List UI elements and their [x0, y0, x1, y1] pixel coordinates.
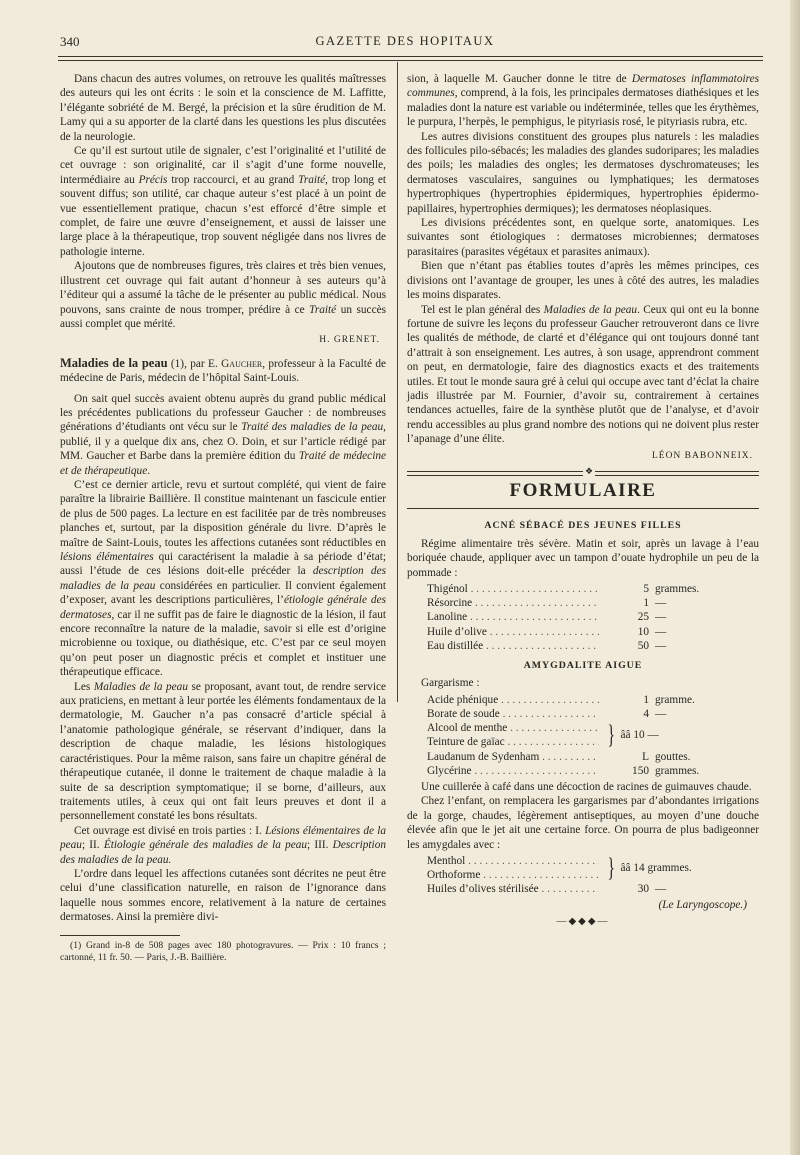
page-header [40, 34, 770, 54]
ingredient-row: Acide phénique . . . 1 gramme. [407, 693, 759, 707]
ingredient-brace-group: Alcool de menthe . . . Teinture de gaïac . . . } ââ 10 — [407, 721, 759, 749]
paragraph: Ce qu’il est surtout utile de signaler, c’est l’originalité et l’utilité de cet ouvrage : son originalité, car il s’agit d’une forme nouvelle, intermédiaire au Précis trop raccourci, et au grand Traité, trop long et souvent diffus; son utilité, car chaque auteur s’est placé à un point de vue essentiellement pratique, chacun s’est efforcé d’être simple et complet, de faire une œuvre d’enseignement, et aussi de laisser une large place à la thérapeutique, trop souvent négligée dans nos livres de pathologie interne. [60, 145, 386, 258]
ingredient-row: Laudanum de Sydenham . . . L gouttes. [407, 750, 759, 764]
brace-mark: } [607, 853, 615, 883]
running-title: GAZETTE DES HOPITAUX [315, 34, 495, 48]
signature: LÉON BABONNEIX. [651, 450, 753, 461]
brace-mark: } [607, 720, 615, 750]
column-divider [397, 62, 398, 702]
page-number: 340 [60, 34, 80, 49]
recipe-text: Chez l’enfant, on remplacera les gargarismes par d’abondantes irrigations de la gorge, chaudes, légèrement antiseptiques, au moyen d’une douche élevée afin que le jet ait une certaine force. On pourra de plus badigeonner les amygdales avec : [407, 795, 759, 851]
recipe-ingredients [407, 582, 759, 653]
recipe-title: AMYGDALITE AIGUE [523, 659, 643, 671]
section-separator [407, 465, 759, 476]
recipe-text: Une cuillerée à café dans une décoction de racines de guimauves chaude. [421, 780, 752, 793]
recipe-ingredients [407, 854, 759, 897]
ingredient-row: Eau distillée . . . 50 — [407, 639, 759, 653]
recipe-ingredients [407, 693, 759, 778]
source-citation: (Le Laryngoscope.) [658, 899, 747, 912]
ingredient-row: Huile d’olive . . . 10 — [407, 625, 759, 639]
recipe-title: ACNÉ SÉBACÉ DES JEUNES FILLES [484, 520, 682, 532]
paragraph: Ajoutons que de nombreuses figures, très claires et très bien venues, illustrent cet ouvrage qui fait autant d’honneur à ses auteurs qu’à l’éditeur qui a assumé la tâche de le présenter au public médical. Nous pouvons, sans crainte de nous tromper, prédire à ce Traité un succès aussi complet que mérité. [60, 260, 386, 330]
signature: H. GRENET. [319, 335, 380, 346]
ingredient-row: Huiles d’olives stérilisée . . . 30 — [407, 882, 759, 896]
paragraph: Cet ouvrage est divisé en trois parties : I. Lésions élémentaires de la peau; II. Étiologie générale des maladies de la peau; III. Description des maladies de la peau. [60, 824, 387, 866]
paragraph: On sait quel succès avaient obtenu auprès du grand public médical les précédentes publications du professeur Gaucher : de nombreuses générations d’étudiants ont vécu sur le Traité des maladies de la peau, publié, il y a quelque dix ans, chez O. Doin, et sur l’article rédigé par MM. Gaucher et Barbe dans la première édition du Traité de médecine et de thérapeutique. [60, 392, 386, 477]
footnote: (1) Grand in-8 de 508 pages avec 180 photogravures. — Prix : 10 francs ; cartonné, 11 fr. 50. — Paris, J.-B. Baillière. [60, 939, 386, 963]
ingredient-row: Glycérine . . . 150 grammes. [407, 764, 759, 778]
ingredient-row: Résorcine . . . 1 — [407, 596, 759, 610]
end-ornament: —◆◆◆— [556, 915, 610, 927]
formulaire-heading: FORMULAIRE [509, 479, 657, 501]
ingredient-row: Lanoline . . . 25 — [407, 610, 759, 624]
paragraph: Dans chacun des autres volumes, on retrouve les qualités maîtresses des auteurs qui les ont écrits : le soin et la conscience de M. Laffitte, l’élégante sobriété de M. Bergé, la précision et la sûre érudition de M. Lamy qui a su apporter de la clarté dans les questions les plus discutées de la neurologie. [60, 73, 386, 143]
book-review-heading: Maladies de la peau (1), par E. Gaucher, professeur à la Faculté de médecine de Paris, médecin de l’hôpital Saint-Louis. [60, 355, 386, 385]
recipe-text: Régime alimentaire très sévère. Matin et soir, après un lavage à l’eau boriquée chaude, appliquer avec un tampon d’ouate hydrophile un peu de la pommade : [407, 537, 759, 579]
paragraph: Les autres divisions constituent des groupes plus naturels : les maladies des follicules pilo-sébacés; les maladies des glandes sudoripares; les maladies des poils; les maladies des ongles; les dermatoses dyschromateuses; les dermatoses vasculaires, sanguines ou lymphatiques; les dermatoses hypertrophiques (hypertrophies épidermiques, hypertrophies épidermo-papillaires, hypertrophies dermiques); les dermatoses néoplasiques. [407, 130, 759, 215]
right-column [407, 72, 759, 929]
paragraph: Les Maladies de la peau se proposant, avant tout, de rendre service aux praticiens, en mettant à leur portée les éléments fondamentaux de la dermatologie, M. Gaucher n’a pas consacré d’article spécial à l’anatomie pathologique générale, se réservant d’indiquer, dans la description de chaque maladie, les lésions histologiques caractéristiques. Pour la même raison, sans faire un chapitre général de thérapeutique cutanée, il donne le traitement de chaque maladie à la suite de sa description symptomatique; il se borne, d’ailleurs, aux traitements utiles, à ceux qui ont fait leurs preuves et dont il a personnellement constaté les bons résultats. [60, 680, 386, 823]
footnote-rule [60, 935, 180, 936]
header-double-rule [58, 56, 763, 61]
paragraph: L’ordre dans lequel les affections cutanées sont décrites ne peut être celui d’une classification naturelle, en raison de l’ignorance dans laquelle nous sommes encore, relativement à la nature de certaines dermatoses. Ainsi la première divi- [60, 867, 386, 924]
paragraph: Tel est le plan général des Maladies de la peau. Ceux qui ont eu la bonne fortune de suivre les leçons du professeur Gaucher retrouveront dans ce livre les qualités de méthode, de clarté et d’élégance qui ont toujours donné tant d’attrait à son enseignement. Les autres, à son usage, apprendront comment on peut, en dermatologie, faire des diagnostics exacts et des traitements utiles. Et tout le monde saura gré à celui qui occupe avec tant d’éclat la chaire jadis illustrée par M. Fournier, d’avoir su, contrairement à certaines tendances actuelles, faire de la synthèse plutôt que de l’analyse, et d’avoir rendu accessibles au plus grand nombre des notions qui ne doivent plus rester l’apanage d’une élite. [407, 303, 759, 446]
heading-rule [407, 508, 759, 509]
paragraph: Bien que n’étant pas établies toutes d’après les mêmes principes, ces divisions ont l’avantage de grouper, les unes à côté des autres, les maladies les moins disparates. [407, 260, 759, 302]
paragraph: Les divisions précédentes sont, en quelque sorte, anatomiques. Les suivantes sont étiologiques : dermatoses microbiennes; dermatoses parasitaires (parasites végétaux et parasites animaux). [407, 217, 759, 258]
separator-ornament: ❖ [583, 464, 595, 478]
paragraph: sion, à laquelle M. Gaucher donne le titre de Dermatoses inflammatoires communes, comprend, à la fois, les principales dermatoses diathésiques et les maladies dont la nature est variable ou indéterminée, telles que les érythèmes, le purpura, l’herpès, le pemphigus, le pityriasis rosé, le pityriasis rubra, etc. [407, 73, 759, 129]
paragraph: C’est ce dernier article, revu et surtout complété, qui vient de faire paraître la librairie Baillière. Il constitue maintenant un fascicule entier de plus de 500 pages. La lecture en est facilitée par de très nombreuses planches et, surtout, par la disposition générale du livre. D’après le maître de Saint-Louis, toutes les affections cutanées sont réductibles en lésions élémentaires qui caractérisent la maladie à sa période d’état; aussi l’étude de ces lésions doit-elle précéder la description des maladies de la peau considérées en particulier. Il convient également d’exposer, avant les descriptions particulières, l’étiologie générale des dermatoses, car il ne suffit pas de faire le diagnostic de la lésion, il faut encore reconnaître la nature de la maladie, savoir si elle est d’origine microbienne ou toxique, ou diathésique, etc. C’est par ce seul moyen qu’on peut poser un diagnostic précis et complet et instituer une thérapeutique efficace. [60, 478, 386, 679]
ingredient-row: Thigénol . . . 5 grammes. [407, 582, 759, 596]
left-column [60, 72, 386, 964]
ingredient-brace-group: Menthol . . . Orthoforme . . . } ââ 14 grammes. [407, 854, 759, 882]
page-edge [790, 0, 800, 1155]
recipe-label: Gargarisme : [421, 677, 480, 690]
ingredient-row: Borate de soude . . . 4 — [407, 707, 759, 721]
